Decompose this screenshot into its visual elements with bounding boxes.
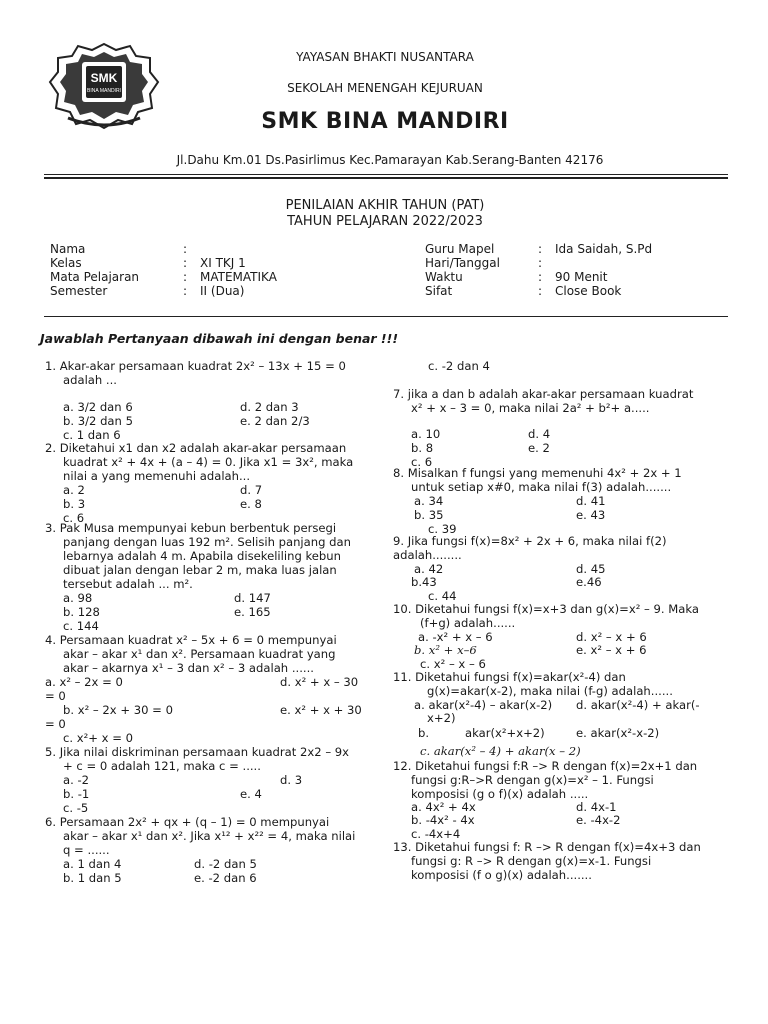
- question-text: 5. Jika nilai diskriminan persamaan kuadrat 2x2 – 9x: [45, 745, 350, 759]
- question-text: 8. Misalkan f fungsi yang memenuhi 4x² + 2x + 1: [393, 466, 682, 480]
- option: e.46: [576, 575, 602, 589]
- option: d. 41: [576, 494, 606, 508]
- option: a. -2: [63, 773, 90, 787]
- option: d. 147: [234, 591, 271, 605]
- option: c. -4x+4: [411, 827, 461, 841]
- option: a. -x² + x – 6: [418, 630, 493, 644]
- question-text: lebarnya adalah 4 m. Apabila disekeliling kebun: [63, 549, 341, 563]
- question-text: g(x)=akar(x-2), maka nilai (f-g) adalah......: [427, 684, 673, 698]
- question-text: panjang dengan luas 192 m². Selisih panjang dan: [63, 535, 351, 549]
- option: d. 45: [576, 562, 606, 576]
- option: e. x² + x + 30: [280, 703, 362, 717]
- option: e. x² – x + 6: [576, 643, 647, 657]
- school-logo: [48, 40, 160, 130]
- option: a. 4x² + 4x: [411, 800, 476, 814]
- option: e. 165: [234, 605, 271, 619]
- option: b. x² – 2x + 30 = 0: [63, 703, 173, 717]
- question-text: akar – akar x¹ dan x². Persamaan kuadrat yang: [63, 647, 336, 661]
- question-text: 7. jika a dan b adalah akar-akar persamaan kuadrat: [393, 387, 694, 401]
- logo-subtext: BINA MANDIRI: [87, 88, 121, 94]
- info-label: Guru Mapel: [425, 242, 495, 256]
- student-info: [0, 242, 768, 302]
- info-sep: :: [183, 256, 188, 270]
- option: e. -4x-2: [576, 813, 621, 827]
- info-sep: :: [183, 242, 188, 256]
- question-text: adalah........: [393, 548, 462, 562]
- question-text: 11. Diketahui fungsi f(x)=akar(x²-4) dan: [393, 670, 626, 684]
- option: a. 2: [63, 483, 85, 497]
- option: b. 128: [63, 605, 100, 619]
- info-sep: :: [183, 284, 188, 298]
- question-text: 13. Diketahui fungsi f: R –> R dengan f(x)=4x+3 dan: [393, 840, 701, 854]
- header-divider-thick: [44, 177, 728, 179]
- info-divider: [44, 316, 728, 317]
- option: e. akar(x²-x-2): [576, 726, 660, 740]
- option: a. 42: [414, 562, 444, 576]
- option: d. akar(x²-4) + akar(-: [576, 698, 700, 712]
- question-text: x² + x – 3 = 0, maka nilai 2a² + b²+ a.....: [411, 401, 650, 415]
- foundation-name: YAYASAN BHAKTI NUSANTARA: [296, 50, 474, 64]
- option: d. 4x-1: [576, 800, 617, 814]
- question-text: 2. Diketahui x1 dan x2 adalah akar-akar persamaan: [45, 441, 347, 455]
- option: akar(x²+x+2): [465, 726, 545, 740]
- school-name: SMK BINA MANDIRI: [261, 109, 509, 134]
- question-text: + c = 0 adalah 121, maka c = .....: [63, 759, 261, 773]
- question-text: (f+g) adalah......: [420, 616, 516, 630]
- info-sep: :: [538, 256, 543, 270]
- option: b. 3/2 dan 5: [63, 414, 133, 428]
- option: b. 35: [414, 508, 444, 522]
- option: b. 1 dan 5: [63, 871, 122, 885]
- info-value: MATEMATIKA: [200, 270, 277, 284]
- option: e. 43: [576, 508, 606, 522]
- info-sep: :: [538, 284, 543, 298]
- info-sep: :: [538, 270, 543, 284]
- option: e. 2: [528, 441, 550, 455]
- option: c. 6: [63, 511, 85, 525]
- option: a. 98: [63, 591, 93, 605]
- option: e. -2 dan 6: [194, 871, 257, 885]
- question-text: akar – akarnya x¹ – 3 dan x² – 3 adalah ......: [63, 661, 314, 675]
- question-text: nilai a yang memenuhi adalah...: [63, 469, 251, 483]
- question-text: dibuat jalan dengan lebar 2 m, maka luas jalan: [63, 563, 337, 577]
- option: e. 2 dan 2/3: [240, 414, 310, 428]
- option: c. x²+ x = 0: [63, 731, 133, 745]
- option: e. 4: [240, 787, 262, 801]
- option-continuation: x+2): [427, 711, 456, 725]
- question-text: fungsi g: R –> R dengan g(x)=x-1. Fungsi: [411, 854, 652, 868]
- instruction: Jawablah Pertanyaan dibawah ini dengan benar !!!: [40, 331, 399, 346]
- option: b. 3: [63, 497, 86, 511]
- option: a. akar(x²-4) – akar(x-2): [414, 698, 553, 712]
- option: b. -4x² - 4x: [411, 813, 475, 827]
- option: c. -2 dan 4: [428, 359, 490, 373]
- question-text: 4. Persamaan kuadrat x² – 5x + 6 = 0 mempunyai: [45, 633, 337, 647]
- question-text: 6. Persamaan 2x² + qx + (q – 1) = 0 mempunyai: [45, 815, 330, 829]
- option: d. x² – x + 6: [576, 630, 647, 644]
- info-value: 90 Menit: [555, 270, 608, 284]
- option-continuation: = 0: [45, 689, 66, 703]
- option: d. 4: [528, 427, 551, 441]
- option: b.43: [411, 575, 437, 589]
- option: c. 6: [411, 455, 433, 469]
- question-text: akar – akar x¹ dan x². Jika x¹² + x²² = 4, maka nilai: [63, 829, 356, 843]
- exam-year: TAHUN PELAJARAN 2022/2023: [287, 214, 483, 229]
- option: a. 1 dan 4: [63, 857, 122, 871]
- option: d. 2 dan 3: [240, 400, 299, 414]
- option: d. 7: [240, 483, 263, 497]
- question-text: komposisi (f o g)(x) adalah.......: [411, 868, 592, 882]
- option: c. 39: [428, 522, 457, 536]
- option: c. akar(x² – 4) + akar(x – 2): [420, 744, 581, 758]
- question-text: tersebut adalah ... m².: [63, 577, 193, 591]
- option: c. -5: [63, 801, 89, 815]
- info-label: Semester: [50, 284, 108, 298]
- option: a. x² – 2x = 0: [45, 675, 123, 689]
- option: b. 8: [411, 441, 434, 455]
- option: b.: [418, 726, 430, 740]
- question-text: fungsi g:R–>R dengan g(x)=x² – 1. Fungsi: [411, 773, 654, 787]
- option: c. x² – x – 6: [420, 657, 486, 671]
- info-value: Close Book: [555, 284, 622, 298]
- option: a. 10: [411, 427, 441, 441]
- header-divider: [44, 174, 728, 175]
- question-text: komposisi (g o f)(x) adalah .....: [411, 787, 589, 801]
- info-value: II (Dua): [200, 284, 245, 298]
- info-label: Nama: [50, 242, 86, 256]
- option: d. 3: [280, 773, 303, 787]
- option: a. 3/2 dan 6: [63, 400, 133, 414]
- option: d. -2 dan 5: [194, 857, 257, 871]
- question-text: 9. Jika fungsi f(x)=8x² + 2x + 6, maka nilai f(2): [393, 534, 667, 548]
- option: a. 34: [414, 494, 444, 508]
- info-label: Hari/Tanggal: [425, 256, 500, 270]
- question-text: 10. Diketahui fungsi f(x)=x+3 dan g(x)=x² – 9. Maka: [393, 602, 700, 616]
- question-text: adalah ...: [63, 373, 117, 387]
- info-label: Kelas: [50, 256, 82, 270]
- option: e. 8: [240, 497, 262, 511]
- option: b. -1: [63, 787, 90, 801]
- info-value: Ida Saidah, S.Pd: [555, 242, 653, 256]
- option-continuation: = 0: [45, 717, 66, 731]
- option: b. x² + x–6: [414, 643, 477, 657]
- option: c. 144: [63, 619, 99, 633]
- option: d. x² + x – 30: [280, 675, 359, 689]
- option: c. 1 dan 6: [63, 428, 121, 442]
- info-label: Waktu: [425, 270, 463, 284]
- info-label: Mata Pelajaran: [50, 270, 140, 284]
- logo-text: SMK: [90, 71, 118, 85]
- exam-title: PENILAIAN AKHIR TAHUN (PAT): [285, 198, 485, 213]
- school-address: Jl.Dahu Km.01 Ds.Pasirlimus Kec.Pamarayan Kab.Serang-Banten 42176: [176, 153, 604, 167]
- question-text: 3. Pak Musa mempunyai kebun berbentuk persegi: [45, 521, 337, 535]
- info-sep: :: [538, 242, 543, 256]
- option: c. 44: [428, 589, 457, 603]
- question-text: kuadrat x² + 4x + (a – 4) = 0. Jika x1 = 3x², maka: [63, 455, 354, 469]
- question-text: 12. Diketahui fungsi f:R –> R dengan f(x)=2x+1 dan: [393, 759, 698, 773]
- question-text: q = ......: [63, 843, 110, 857]
- school-type: SEKOLAH MENENGAH KEJURUAN: [287, 81, 483, 95]
- info-sep: :: [183, 270, 188, 284]
- info-label: Sifat: [425, 284, 453, 298]
- question-text: untuk setiap x#0, maka nilai f(3) adalah.......: [411, 480, 672, 494]
- question-text: 1. Akar-akar persamaan kuadrat 2x² – 13x + 15 = 0: [45, 359, 346, 373]
- info-value: XI TKJ 1: [200, 256, 246, 270]
